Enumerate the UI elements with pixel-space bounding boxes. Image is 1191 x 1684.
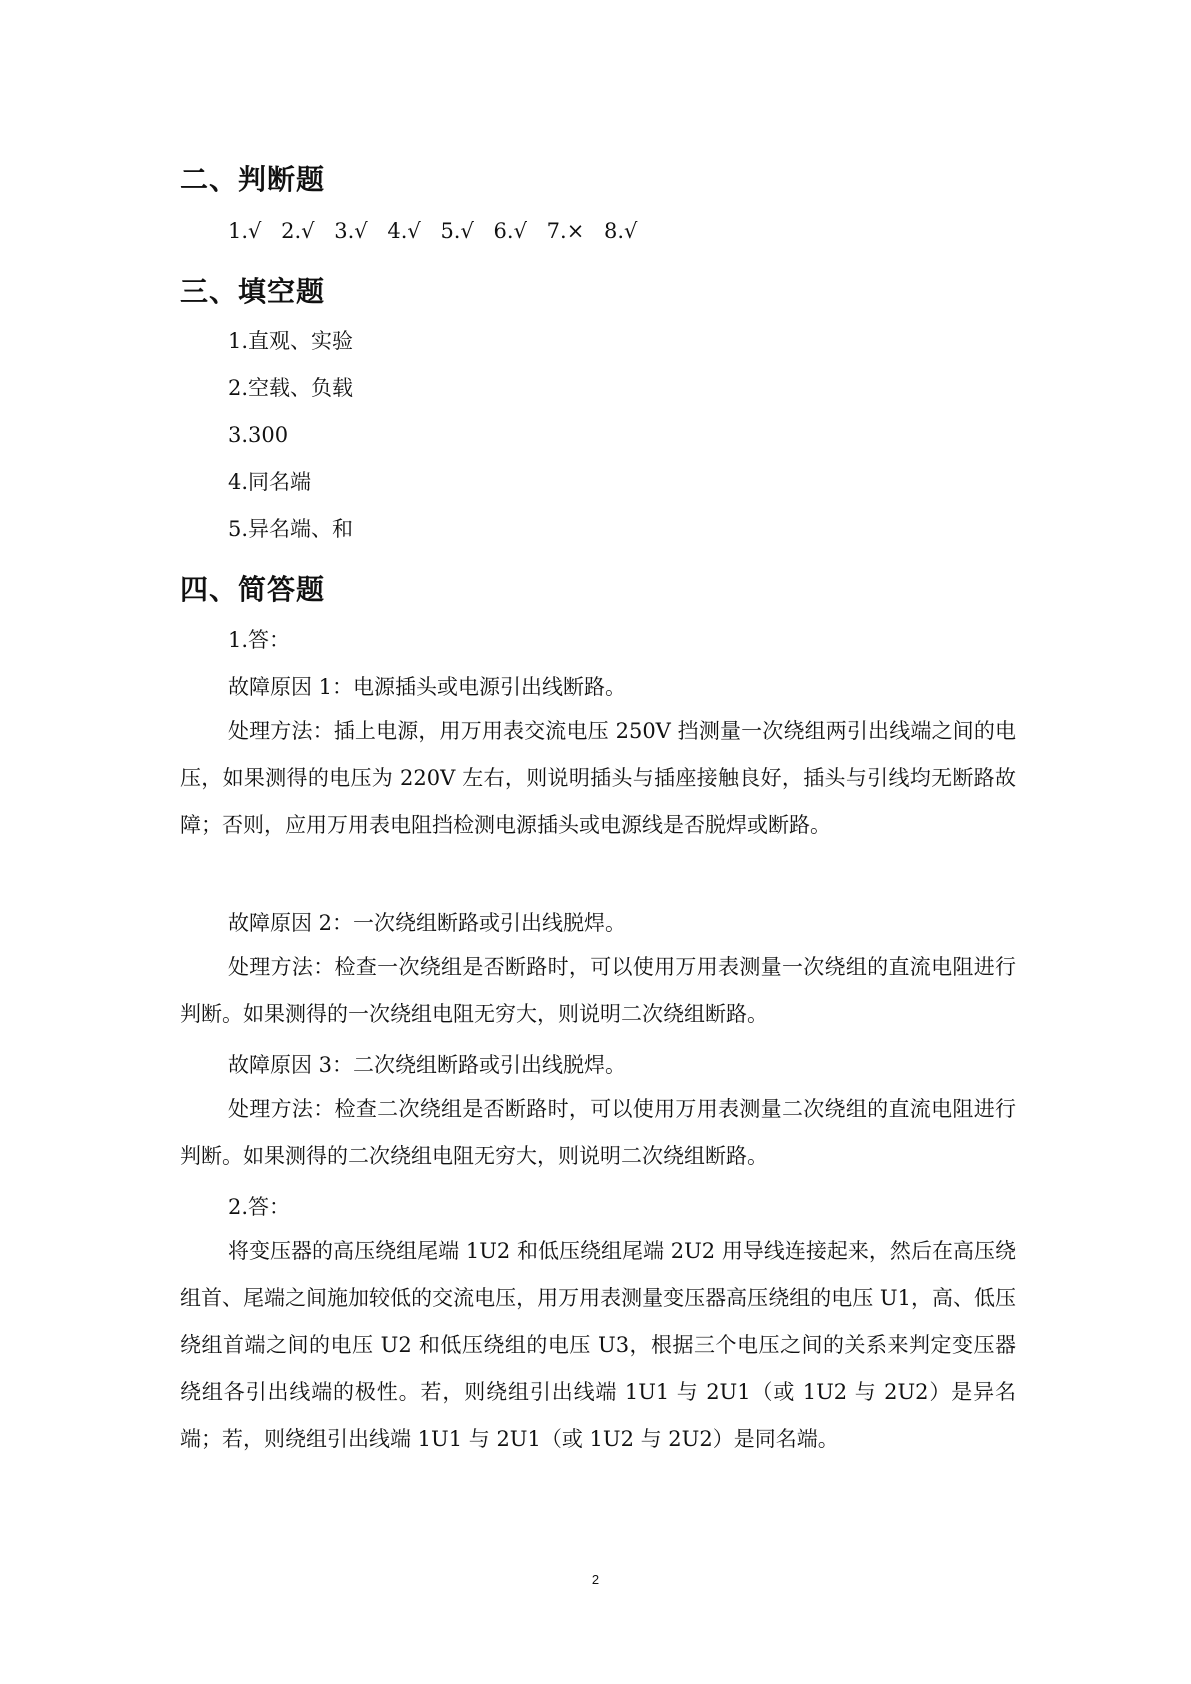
answer-label: 1.答： [228, 628, 291, 652]
judge-answer: 6.√ [493, 219, 527, 243]
fault-cause: 故障原因 1：电源插头或电源引出线断路。 [228, 675, 627, 699]
fault-cause: 故障原因 3：二次绕组断路或引出线脱焊。 [228, 1053, 627, 1077]
judge-answer: 1.√ [228, 219, 262, 243]
fault-method: 处理方法：检查一次绕组是否断路时，可以使用万用表测量一次绕组的直流电阻进行判断。如果测得的一次绕组电阻无穷大，则说明二次绕组断路。 [180, 955, 1016, 1026]
section-heading-fill: 三、填空题 [180, 275, 326, 308]
fill-item: 1.直观、实验 [228, 329, 354, 353]
page-number: 2 [591, 1572, 600, 1587]
fill-item: 2.空载、负载 [228, 376, 354, 400]
judge-answer: 2.√ [281, 219, 315, 243]
fault-method: 处理方法：插上电源，用万用表交流电压 250V 挡测量一次绕组两引出线端之间的电压，如果测得的电压为 220V 左右，则说明插头与插座接触良好，插头与引线均无断路故障；否则，应用万用表电阻挡检测电源插头或电源线是否脱焊或断路。 [180, 719, 1016, 837]
judge-answer: 7.× [546, 219, 585, 243]
section-heading-short: 四、简答题 [180, 573, 326, 606]
fill-item: 4.同名端 [228, 470, 312, 494]
answer-label: 2.答： [228, 1195, 291, 1219]
fill-item: 3.300 [228, 423, 289, 447]
fault-method: 处理方法：检查二次绕组是否断路时，可以使用万用表测量二次绕组的直流电阻进行判断。如果测得的二次绕组电阻无穷大，则说明二次绕组断路。 [180, 1097, 1016, 1168]
judge-answer: 8.√ [603, 219, 638, 243]
section-heading-judge: 二、判断题 [180, 163, 326, 196]
judge-answer: 4.√ [387, 219, 421, 243]
answer-paragraph: 将变压器的高压绕组尾端 1U2 和低压绕组尾端 2U2 用导线连接起来，然后在高压绕组首、尾端之间施加较低的交流电压，用万用表测量变压器高压绕组的电压 U1，高、低压绕组首端之间的电压 U2 和低压绕组的电压 U3，根据三个电压之间的关系来判定变压器绕组各引出线端的极性。若，则绕组引出线端 1U1 与 2U1（或 1U2 与 2U2）是异名端；若，则绕组引出线端 1U1 与 2U1（或 1U2 与 2U2）是同名端。 [180, 1239, 1016, 1451]
judge-answer: 3.√ [334, 219, 368, 243]
judge-answer: 5.√ [440, 219, 474, 243]
fill-item: 5.异名端、和 [228, 517, 354, 541]
judge-answers [228, 216, 650, 246]
fault-cause: 故障原因 2：一次绕组断路或引出线脱焊。 [228, 911, 627, 935]
